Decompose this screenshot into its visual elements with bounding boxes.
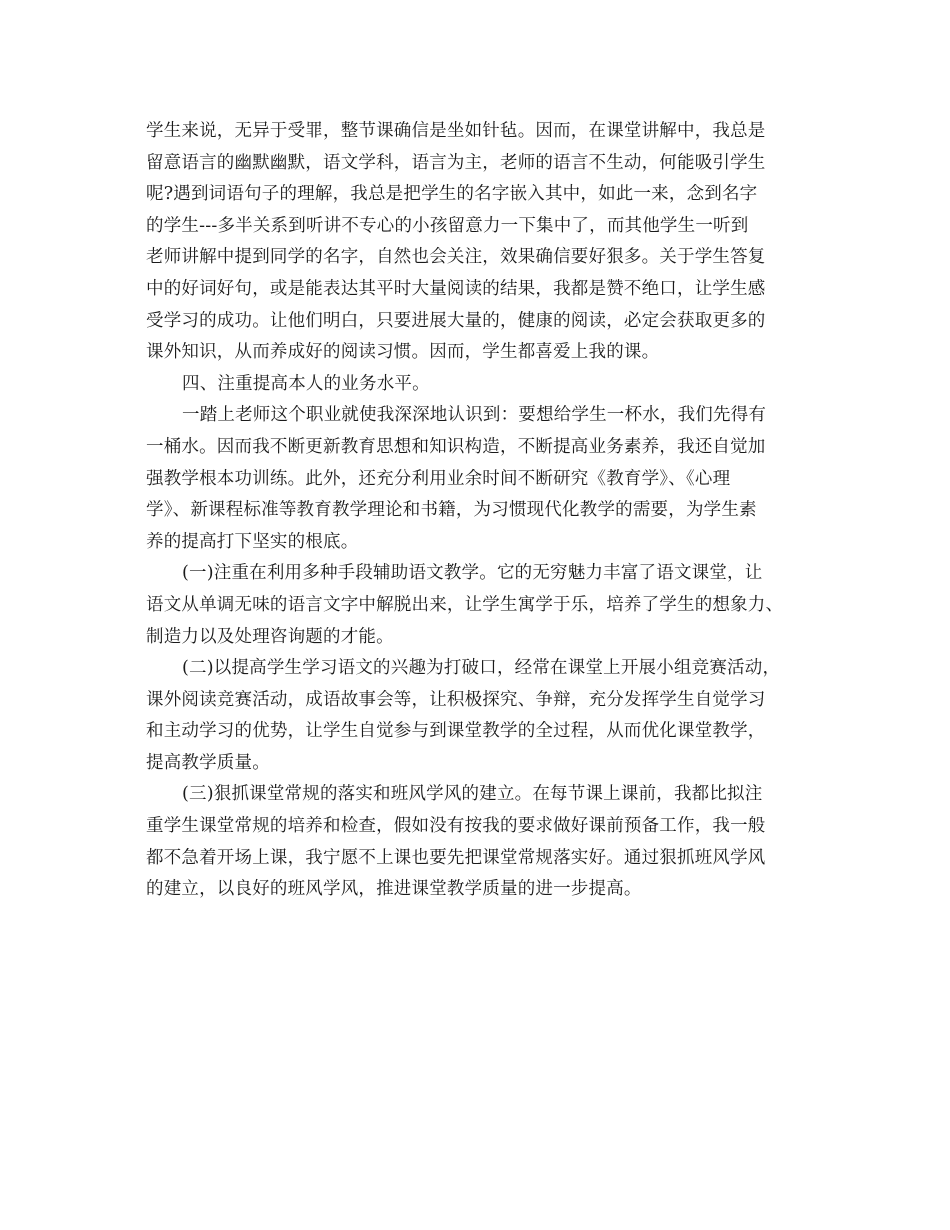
text-line: 和主动学习的优势，让学生自觉参与到课堂教学的全过程，从而优化课堂教学， [146,721,766,742]
text-line: 一桶水。因而我不断更新教育思想和知识构造，不断提高业务素养，我还自觉加 [146,436,766,457]
text-line: 语文从单调无味的语言文字中解脱出来，让学生寓学于乐，培养了学生的想象力、 [146,594,784,615]
text-line: (一)注重在利用多种手段辅助语文教学。它的无穷魅力丰富了语文课堂，让 [182,563,763,584]
text-line: 制造力以及处理咨询题的才能。 [146,626,394,647]
section-heading: 四、注重提高本人的业务水平。 [182,373,430,394]
text-line: (二)以提高学生学习语文的兴趣为打破口，经常在课堂上开展小组竞赛活动， [182,658,781,679]
text-line: 老师讲解中提到同学的名字，自然也会关注，效果确信要好狠多。关于学生答复 [146,247,766,268]
document-body [146,116,816,906]
text-line: (三)狠抓课堂常规的落实和班风学风的建立。在每节课上课前，我都比拟注 [182,784,763,805]
text-line: 的建立，以良好的班风学风，推进课堂教学质量的进一步提高。 [146,879,642,900]
text-line: 都不急着开场上课，我宁愿不上课也要先把课堂常规落实好。通过狠抓班风学风 [146,847,766,868]
text-line: 重学生课堂常规的培养和检查，假如没有按我的要求做好课前预备工作，我一般 [146,816,766,837]
text-line: 一踏上老师这个职业就使我深深地认识到：要想给学生一杯水，我们先得有 [182,405,767,426]
text-line: 学》、新课程标准等教育教学理论和书籍，为习惯现代化教学的需要，为学生素 [146,500,757,521]
text-line: 强教学根本功训练。此外，还充分利用业余时间不断研究《教育学》、《心理 [146,468,731,489]
text-line: 学生来说，无异于受罪，整节课确信是坐如针毡。因而，在课堂讲解中，我总是 [146,121,766,141]
text-line: 呢?遇到词语句子的理解，我总是把学生的名字嵌入其中，如此一来，念到名字 [146,184,758,205]
text-line: 中的好词好句，或是能表达其平时大量阅读的结果，我都是赞不绝口，让学生感 [146,278,766,299]
text-line: 留意语言的幽默幽默，语文学科，语言为主，老师的语言不生动，何能吸引学生 [146,152,766,173]
text-line: 的学生---多半关系到听讲不专心的小孩留意力一下集中了，而其他学生一听到 [146,215,749,236]
text-line: 养的提高打下坚实的根底。 [146,531,359,552]
text-line: 课外阅读竞赛活动，成语故事会等，让积极探究、争辩，充分发挥学生自觉学习 [146,689,766,710]
text-line: 受学习的成功。让他们明白，只要进展大量的，健康的阅读，必定会获取更多的 [146,310,766,331]
text-line: 课外知识，从而养成好的阅读习惯。因而，学生都喜爱上我的课。 [146,342,660,363]
text-line: 提高教学质量。 [146,752,270,773]
